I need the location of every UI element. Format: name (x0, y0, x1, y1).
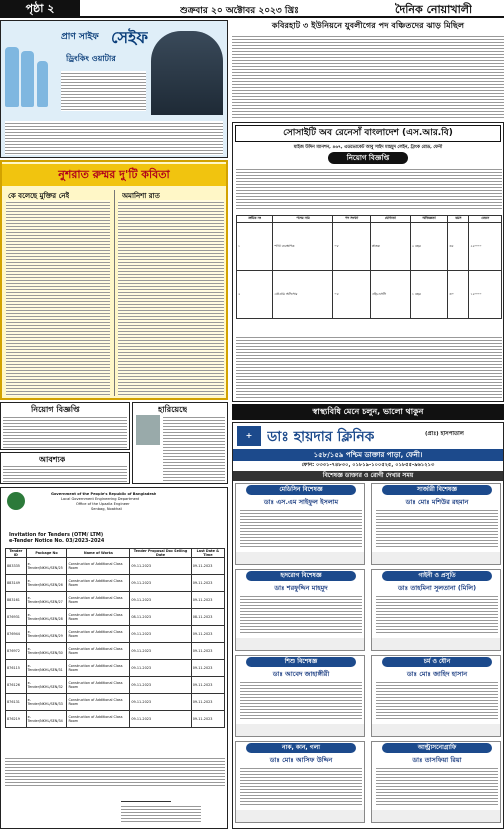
table-cell: ৩০ (448, 271, 469, 319)
table-cell: ১ (237, 223, 273, 271)
clinic-logo: + (237, 426, 261, 446)
table-cell: 876131 (6, 694, 27, 711)
schedule-strip (236, 552, 364, 564)
doctor-card (371, 569, 501, 651)
page-header (0, 0, 504, 18)
bottle-image (37, 61, 48, 107)
ad-footer-text (5, 121, 223, 155)
table-cell: 09-11-2023 (130, 711, 191, 728)
table-cell: 09-11-2023 (130, 575, 191, 592)
clinic-tag: (প্রাঃ) হাসপাতাল (425, 431, 464, 437)
table-cell: 876972 (6, 643, 27, 660)
table-cell: 09-11-2023 (191, 626, 224, 643)
product-subtitle: ড্রিংকিং ওয়াটার (66, 54, 116, 63)
dept-name: Local Government Engineering Department (61, 497, 140, 501)
poem2-title: অমানিশা রাত (122, 192, 160, 200)
schedule-strip (236, 724, 364, 736)
table-cell: e-Tender/NKHL/SEN/29 (26, 626, 67, 643)
tender-footer-text (5, 756, 225, 786)
society-title: সোসাইটি অব রেনেসাঁ বাংলাদেশ (এস.আর.বি) (235, 125, 501, 142)
table-cell: 876219 (6, 711, 27, 728)
tender-row (6, 592, 225, 609)
table-cell: প্রোগ্রাম অফিসার (273, 271, 333, 319)
tender-title: Invitation for Tenders (OTM/ LTM) (9, 532, 104, 538)
society-table-wrap (236, 215, 502, 331)
table-cell: e-Tender/NKHL/SEN/33 (26, 694, 67, 711)
department-label: হৃদরোগ বিশেষজ্ঞ (246, 571, 356, 581)
table-cell: Construction of Additional Class Room (67, 694, 130, 711)
table-cell: ২ (237, 271, 273, 319)
table-cell: e-Tender/NKHL/SEN/30 (26, 643, 67, 660)
tender-notice-no: e-Tender Notice No. 03/2023-2024 (9, 538, 105, 544)
table-cell: 876115 (6, 660, 27, 677)
doctor-name: ডাঃ আবেদ জাহাঙ্গীরী (272, 670, 330, 678)
table-cell: e-Tender/NKHL/SEN/27 (26, 592, 67, 609)
table-header-cell: পদ সংখ্যা (333, 216, 370, 223)
table-cell: 09-11-2023 (191, 643, 224, 660)
table-cell: 883149 (6, 575, 27, 592)
missing-title: হারিয়েছে (158, 404, 188, 414)
clinic-ad (232, 422, 504, 829)
doctor-details (240, 680, 362, 720)
article-headline: কবিরহাট ৩ ইউনিয়নে যুবলীগের পদ বঞ্চিতদের ঝাড় মিছিল (271, 20, 465, 30)
bottle-image (21, 51, 34, 107)
society-address: মাইজ উদিন ম্যানশন, ৪৬৭, এডভোকেট আবু সাইদ মাহমুদ লেইন, ট্রাংক রোড, ফেনী (293, 145, 443, 150)
table-cell: 883335 (6, 558, 27, 575)
poem-box (0, 160, 228, 400)
brand-logo: সেইফ (111, 28, 149, 47)
table-cell: Construction of Additional Class Room (67, 677, 130, 694)
table-cell: 09-11-2023 (191, 694, 224, 711)
doctor-name: ডাঃ মোঃ জাহিদ হাসান (406, 670, 468, 678)
society-row (237, 271, 502, 319)
table-cell: 09-11-2023 (191, 677, 224, 694)
table-cell: Construction of Additional Class Room (67, 609, 130, 626)
table-cell: Construction of Additional Class Room (67, 643, 130, 660)
tender-sign-text (121, 804, 201, 824)
doctor-name: ডাঃ এস.এম সাইফুল ইসলাম (263, 498, 339, 506)
society-notice-label: নিয়োগ বিজ্ঞপ্তি (328, 152, 408, 164)
clinic-address: ১৫৮/১৫৯ পশ্চিম ডাক্তার পাড়া, ফেনী। (233, 449, 503, 461)
table-cell: 09-11-2023 (130, 558, 191, 575)
doctor-details (376, 680, 498, 720)
poem1-title: কে বলেছে মুক্তির নেই (8, 192, 70, 200)
department-label: নাক, কান, গলা (246, 743, 356, 753)
doctor-name: ডাঃ মোঃ মশিউর রহমান (405, 498, 469, 506)
notice-body (3, 415, 127, 449)
page-number: পৃষ্ঠা ২ (0, 0, 80, 18)
table-cell: Construction of Additional Class Room (67, 592, 130, 609)
table-cell: ০৫ (333, 271, 370, 319)
department-label: মেডিসিন বিশেষজ্ঞ (246, 485, 356, 495)
table-cell: 09-11-2023 (191, 558, 224, 575)
tender-row (6, 575, 225, 592)
table-cell: 09-11-2023 (191, 575, 224, 592)
table-cell: 876944 (6, 626, 27, 643)
schedule-strip (372, 552, 500, 564)
doctor-details (376, 594, 498, 634)
tender-notice (0, 487, 228, 829)
poem-title: নুশরাত রুম্মর দু'টি কবিতা (2, 164, 226, 186)
table-cell: Construction of Additional Class Room (67, 626, 130, 643)
doctor-card (371, 741, 501, 823)
person-photo (151, 31, 223, 115)
appointment-notice (0, 402, 130, 450)
society-table (236, 215, 502, 319)
doctor-card (371, 655, 501, 737)
missing-notice (132, 402, 228, 484)
brand-logo: প্রাণ সাইফ (61, 32, 99, 42)
table-header-cell: Package No (26, 549, 67, 558)
water-ad (0, 20, 228, 158)
table-cell: ০৮ (333, 223, 370, 271)
table-cell: 08-11-2023 (130, 609, 191, 626)
table-header-cell: যোগ্যতা (370, 216, 410, 223)
specialists-banner: বিশেষজ্ঞ ডাক্তার ও রোগী দেখার সময় (233, 471, 503, 481)
doctor-card (235, 655, 365, 737)
table-cell: এইচএসসি (370, 271, 410, 319)
table-cell: ১ বছর (410, 271, 448, 319)
table-header-cell: Name of Works (67, 549, 130, 558)
table-cell: 876931 (6, 609, 27, 626)
table-cell: ৩৫ (448, 223, 469, 271)
doctor-name: ডাঃ শরফুদ্দিন মাহমুদ (274, 584, 328, 592)
table-cell: 09-11-2023 (130, 592, 191, 609)
tender-row (6, 626, 225, 643)
doctor-card (235, 483, 365, 565)
doctor-details (240, 594, 362, 634)
doctor-name: ডাঃ তাহমিনা সুলতানা (মিলি) (397, 584, 477, 592)
table-header-cell: অভিজ্ঞতা (410, 216, 448, 223)
gov-name: Government of the People's Republic of Bangladesh (51, 492, 157, 496)
schedule-strip (236, 638, 364, 650)
table-cell: e-Tender/NKHL/SEN/25 (26, 558, 67, 575)
missing-body (163, 415, 225, 481)
society-footer (236, 335, 502, 399)
tender-row (6, 677, 225, 694)
table-cell: ২৫০০০ (469, 223, 502, 271)
tender-row (6, 694, 225, 711)
doctor-name: ডাঃ তাসফিয়া রিয়া (412, 756, 462, 764)
doctor-name: ডাঃ মোঃ আসিফ উদ্দিন (269, 756, 333, 764)
table-cell: Construction of Additional Class Room (67, 575, 130, 592)
table-header-cell: Last Date & Time (191, 549, 224, 558)
poem-divider (114, 190, 115, 396)
schedule-strip (372, 724, 500, 736)
table-cell: e-Tender/NKHL/SEN/34 (26, 711, 67, 728)
department-label: গাইনী ও প্রসূতি (382, 571, 492, 581)
clinic-name: ডাঃ হায়দার ক্লিনিক (267, 429, 375, 445)
poem2-body (118, 200, 224, 396)
tender-row (6, 558, 225, 575)
issue-date: শুক্রবার ২০ অক্টোবর ২০২৩ খ্রিঃ (180, 6, 299, 16)
table-cell: 09-11-2023 (130, 677, 191, 694)
table-header-cell: Tender ID (6, 549, 27, 558)
health-banner: স্বাস্থ্যবিধি মেনে চলুন, ভালো থাকুন (232, 404, 504, 420)
doctor-card (235, 569, 365, 651)
department-label: আল্ট্রাসনোগ্রাফি (382, 743, 492, 753)
masthead: দৈনিক নোয়াখালী (395, 3, 473, 16)
table-header-cell: Tender Proposal Doc Selling Date (130, 549, 191, 558)
table-cell: 09-11-2023 (191, 711, 224, 728)
table-cell: 09-11-2023 (130, 660, 191, 677)
needed-title: আবশ্যক (39, 454, 66, 464)
society-notice (232, 122, 504, 402)
ad-text (61, 71, 146, 111)
needed-notice (0, 452, 130, 484)
table-cell: স্নাতক (370, 223, 410, 271)
table-cell: 876126 (6, 677, 27, 694)
doctor-details (376, 766, 498, 806)
bottle-image (5, 47, 19, 107)
department-label: শিশু বিশেষজ্ঞ (246, 657, 356, 667)
table-cell: ১৫০০০ (469, 271, 502, 319)
tender-row (6, 643, 225, 660)
tender-row (6, 711, 225, 728)
table-cell: 09-11-2023 (130, 643, 191, 660)
table-cell: 09-11-2023 (191, 660, 224, 677)
society-row (237, 223, 502, 271)
doctor-card (235, 741, 365, 823)
doctor-details (376, 508, 498, 548)
table-header-cell: ক্রমিক নং (237, 216, 273, 223)
doctor-details (240, 766, 362, 806)
article-body (232, 34, 504, 118)
tender-table (5, 548, 225, 728)
schedule-strip (236, 810, 364, 822)
table-cell: e-Tender/NKHL/SEN/28 (26, 609, 67, 626)
table-cell: 09-11-2023 (191, 592, 224, 609)
table-cell: Construction of Additional Class Room (67, 558, 130, 575)
table-cell: 883161 (6, 592, 27, 609)
table-cell: e-Tender/NKHL/SEN/32 (26, 677, 67, 694)
table-header-cell: বেতন (469, 216, 502, 223)
department-label: সার্জারী বিশেষজ্ঞ (382, 485, 492, 495)
table-cell: ২ বছর (410, 223, 448, 271)
signature (121, 792, 171, 802)
table-header-cell: পদের নাম (273, 216, 333, 223)
tender-row (6, 609, 225, 626)
society-intro (236, 167, 502, 211)
table-cell: e-Tender/NKHL/SEN/26 (26, 575, 67, 592)
missing-photo (136, 415, 160, 445)
office-name: Office of the Upazila Engineer (76, 502, 130, 506)
table-cell: 08-11-2023 (191, 609, 224, 626)
table-cell: শাখা ব্যবস্থাপক (273, 223, 333, 271)
clinic-phone: ফোন: ০৩৩১-৭৪৮৩০, ০১৮১৯-১০০৫২৫, ০১৮৫৫-৯৬১২১৩ (301, 462, 435, 468)
table-cell: 09-11-2023 (130, 626, 191, 643)
news-article (232, 20, 504, 120)
table-cell: Construction of Additional Class Room (67, 711, 130, 728)
table-cell: Construction of Additional Class Room (67, 660, 130, 677)
schedule-strip (372, 638, 500, 650)
table-header-cell: বয়স (448, 216, 469, 223)
table-cell: e-Tender/NKHL/SEN/31 (26, 660, 67, 677)
gov-logo (7, 492, 25, 510)
tender-table-wrap (5, 548, 225, 748)
poem1-body (6, 200, 110, 396)
tender-row (6, 660, 225, 677)
schedule-strip (372, 810, 500, 822)
notice-title: নিয়োগ বিজ্ঞপ্তি (31, 404, 80, 414)
office-place: Senbag, Noakhali (91, 507, 123, 511)
needed-body (3, 464, 127, 483)
table-cell: 09-11-2023 (130, 694, 191, 711)
doctor-details (240, 508, 362, 548)
department-label: চর্ম ও যৌন (382, 657, 492, 667)
doctor-card (371, 483, 501, 565)
